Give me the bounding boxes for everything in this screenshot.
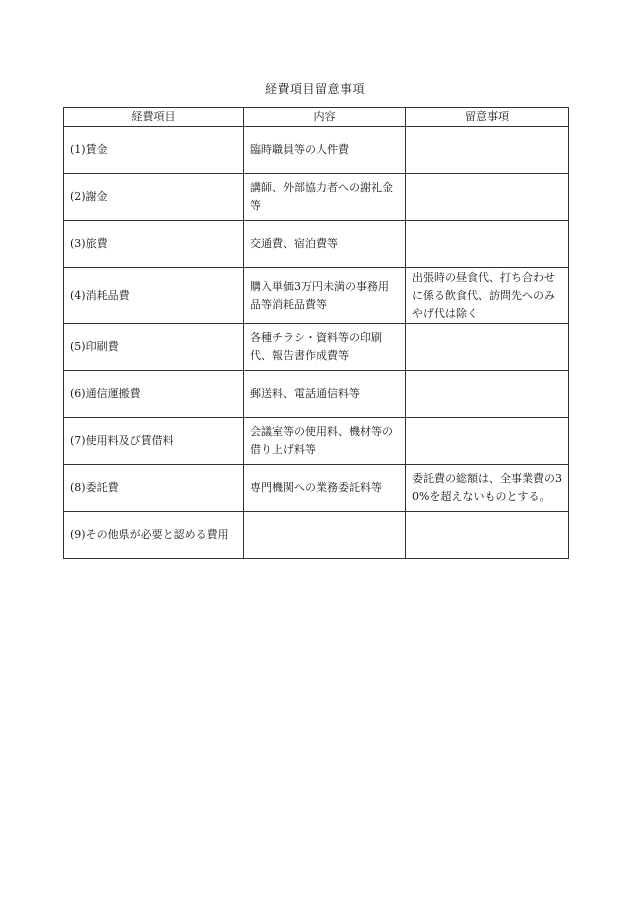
table-row [64,174,569,221]
expense-items-table [63,107,569,559]
header-expense-item: 経費項目 [64,108,244,127]
table-row [64,512,569,559]
table-row [64,371,569,418]
table-header-row [64,108,569,127]
content-cell: 専門機関への業務委託料等 [244,465,406,512]
table-row [64,465,569,512]
expense-item-cell: (7)使用料及び賃借料 [64,418,244,465]
content-cell: 講師、外部協力者への謝礼金等 [244,174,406,221]
expense-item-cell: (2)謝金 [64,174,244,221]
content-cell: 各種チラシ・資料等の印刷代、報告書作成費等 [244,324,406,371]
notes-cell [406,371,569,418]
content-cell [244,512,406,559]
notes-cell [406,418,569,465]
expense-item-cell: (8)委託費 [64,465,244,512]
notes-cell [406,127,569,174]
content-cell: 臨時職員等の人件費 [244,127,406,174]
expense-item-cell: (1)賃金 [64,127,244,174]
notes-cell [406,221,569,268]
content-cell: 交通費、宿泊費等 [244,221,406,268]
table-row [64,221,569,268]
table-row [64,324,569,371]
notes-cell [406,174,569,221]
expense-item-cell: (6)通信運搬費 [64,371,244,418]
content-cell: 郵送料、電話通信料等 [244,371,406,418]
notes-cell [406,512,569,559]
expense-item-cell: (3)旅費 [64,221,244,268]
notes-cell: 委託費の総額は、全事業費の30%を超えないものとする。 [406,465,569,512]
notes-cell [406,324,569,371]
expense-item-cell: (9)その他県が必要と認める費用 [64,512,244,559]
notes-cell: 出張時の昼食代、打ち合わせに係る飲食代、訪問先へのみやげ代は除く [406,268,569,324]
header-notes: 留意事項 [406,108,569,127]
header-content: 内容 [244,108,406,127]
table-row [64,418,569,465]
content-cell: 会議室等の使用料、機材等の借り上げ料等 [244,418,406,465]
table-row [64,268,569,324]
expense-item-cell: (5)印刷費 [64,324,244,371]
page-title: 経費項目留意事項 [264,82,365,96]
expense-item-cell: (4)消耗品費 [64,268,244,324]
table-row [64,127,569,174]
content-cell: 購入単価3万円未満の事務用品等消耗品費等 [244,268,406,324]
